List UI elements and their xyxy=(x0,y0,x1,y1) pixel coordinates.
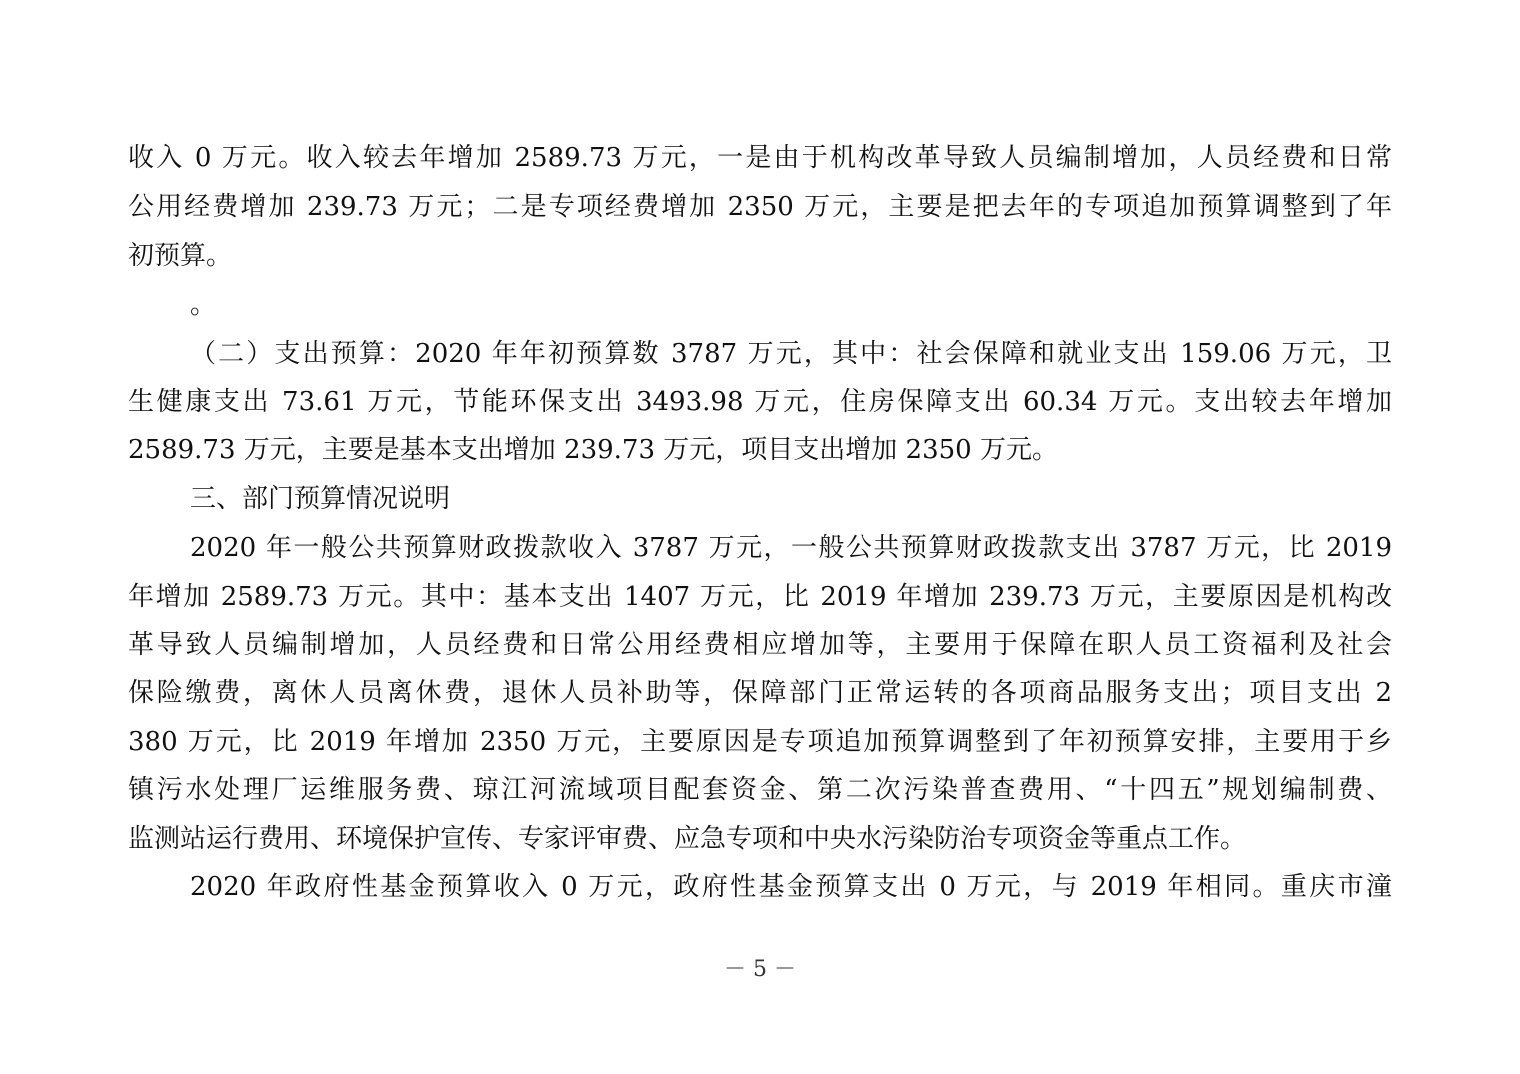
body-text-line: 380 万元，比 2019 年增加 2350 万元，主要原因是专项追加预算调整到了年初预算安排，主要用于乡 xyxy=(128,727,1392,757)
body-text-line: 保险缴费，离休人员离休费，退休人员补助等，保障部门正常运转的各项商品服务支出；项目支出 2 xyxy=(128,678,1392,708)
body-text-line: 2589.73 万元，主要是基本支出增加 239.73 万元，项目支出增加 2350 万元。 xyxy=(128,435,1058,465)
body-text-line: 。 xyxy=(190,290,217,320)
body-text-line: 收入 0 万元。收入较去年增加 2589.73 万元，一是由于机构改革导致人员编制增加，人员经费和日常 xyxy=(128,143,1392,173)
body-text-line: 2020 年一般公共预算财政拨款收入 3787 万元，一般公共预算财政拨款支出 3787 万元，比 2019 xyxy=(190,533,1392,563)
body-text-line: 年增加 2589.73 万元。其中：基本支出 1407 万元，比 2019 年增加 239.73 万元，主要原因是机构改 xyxy=(128,582,1392,612)
body-text-line: 监测站运行费用、环境保护宣传、专家评审费、应急专项和中央水污染防治专项资金等重点工作。 xyxy=(128,824,1247,854)
section-heading: 三、部门预算情况说明 xyxy=(190,484,451,514)
body-text-line: （二）支出预算：2020 年年初预算数 3787 万元，其中：社会保障和就业支出 159.06 万元，卫 xyxy=(190,339,1392,369)
body-text-line: 2020 年政府性基金预算收入 0 万元，政府性基金预算支出 0 万元，与 2019 年相同。重庆市潼 xyxy=(190,872,1392,902)
body-text-line: 公用经费增加 239.73 万元；二是专项经费增加 2350 万元，主要是把去年的专项追加预算调整到了年 xyxy=(128,192,1392,222)
page-number: － 5 － xyxy=(724,957,796,982)
body-text-line: 初预算。 xyxy=(128,241,233,271)
body-text-line: 革导致人员编制增加，人员经费和日常公用经费相应增加等，主要用于保障在职人员工资福利及社会 xyxy=(128,630,1392,660)
body-text-line: 生健康支出 73.61 万元，节能环保支出 3493.98 万元，住房保障支出 60.34 万元。支出较去年增加 xyxy=(128,387,1392,417)
body-text-line: 镇污水处理厂运维服务费、琼江河流域项目配套资金、第二次污染普查费用、“十四五”规划编制费、 xyxy=(128,775,1392,805)
